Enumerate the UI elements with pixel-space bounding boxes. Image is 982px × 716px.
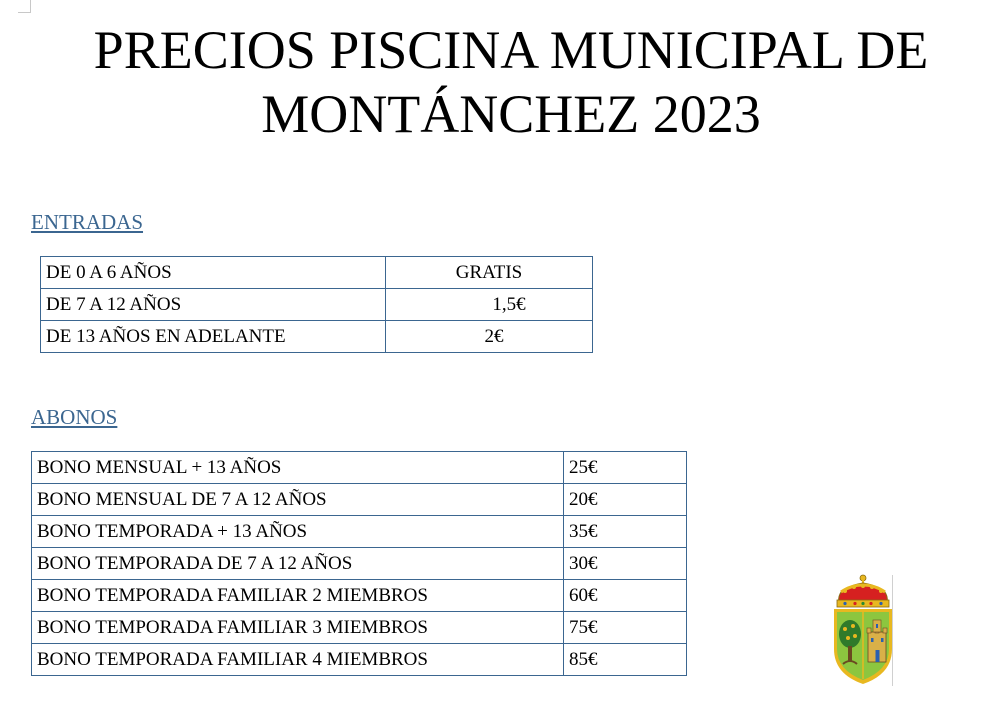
table-row bbox=[32, 644, 687, 676]
title-line-2: MONTÁNCHEZ 2023 bbox=[261, 84, 761, 144]
entrada-price-text: 2€ bbox=[484, 326, 504, 347]
entrada-label: DE 0 A 6 AÑOS bbox=[41, 257, 386, 289]
abono-price: 85€ bbox=[564, 644, 687, 676]
table-row bbox=[41, 321, 593, 353]
page-title bbox=[30, 18, 982, 146]
abono-label: BONO TEMPORADA DE 7 A 12 AÑOS bbox=[32, 548, 564, 580]
abono-label: BONO MENSUAL + 13 AÑOS bbox=[32, 452, 564, 484]
abono-label: BONO TEMPORADA FAMILIAR 4 MIEMBROS bbox=[32, 644, 564, 676]
entradas-heading: ENTRADAS bbox=[31, 210, 144, 234]
entrada-label: DE 13 AÑOS EN ADELANTE bbox=[41, 321, 386, 353]
abono-price: 75€ bbox=[564, 612, 687, 644]
abono-price: 60€ bbox=[564, 580, 687, 612]
municipal-coat-of-arms-icon bbox=[831, 574, 895, 686]
entradas-table bbox=[40, 256, 593, 353]
table-row bbox=[32, 548, 687, 580]
entrada-label: DE 7 A 12 AÑOS bbox=[41, 289, 386, 321]
abono-label: BONO MENSUAL DE 7 A 12 AÑOS bbox=[32, 484, 564, 516]
table-row bbox=[41, 257, 593, 289]
abonos-table bbox=[31, 451, 687, 676]
abonos-heading: ABONOS bbox=[31, 405, 118, 429]
entrada-price bbox=[386, 289, 593, 321]
title-line-1: PRECIOS PISCINA MUNICIPAL DE bbox=[93, 20, 929, 80]
entrada-price bbox=[386, 257, 593, 289]
abono-price: 35€ bbox=[564, 516, 687, 548]
abono-price: 25€ bbox=[564, 452, 687, 484]
abono-price: 20€ bbox=[564, 484, 687, 516]
table-row bbox=[32, 612, 687, 644]
abono-price: 30€ bbox=[564, 548, 687, 580]
entrada-price bbox=[386, 321, 593, 353]
page-corner-mark bbox=[18, 0, 31, 13]
entrada-price-text: GRATIS bbox=[455, 262, 523, 283]
shield-icon bbox=[834, 609, 892, 684]
abono-label: BONO TEMPORADA FAMILIAR 2 MIEMBROS bbox=[32, 580, 564, 612]
entrada-price-text: 1,5€ bbox=[492, 294, 526, 315]
table-row bbox=[32, 484, 687, 516]
abono-label: BONO TEMPORADA FAMILIAR 3 MIEMBROS bbox=[32, 612, 564, 644]
table-row bbox=[32, 580, 687, 612]
table-row bbox=[32, 516, 687, 548]
table-row bbox=[41, 289, 593, 321]
abono-label: BONO TEMPORADA + 13 AÑOS bbox=[32, 516, 564, 548]
crown-icon bbox=[837, 575, 889, 607]
table-row bbox=[32, 452, 687, 484]
